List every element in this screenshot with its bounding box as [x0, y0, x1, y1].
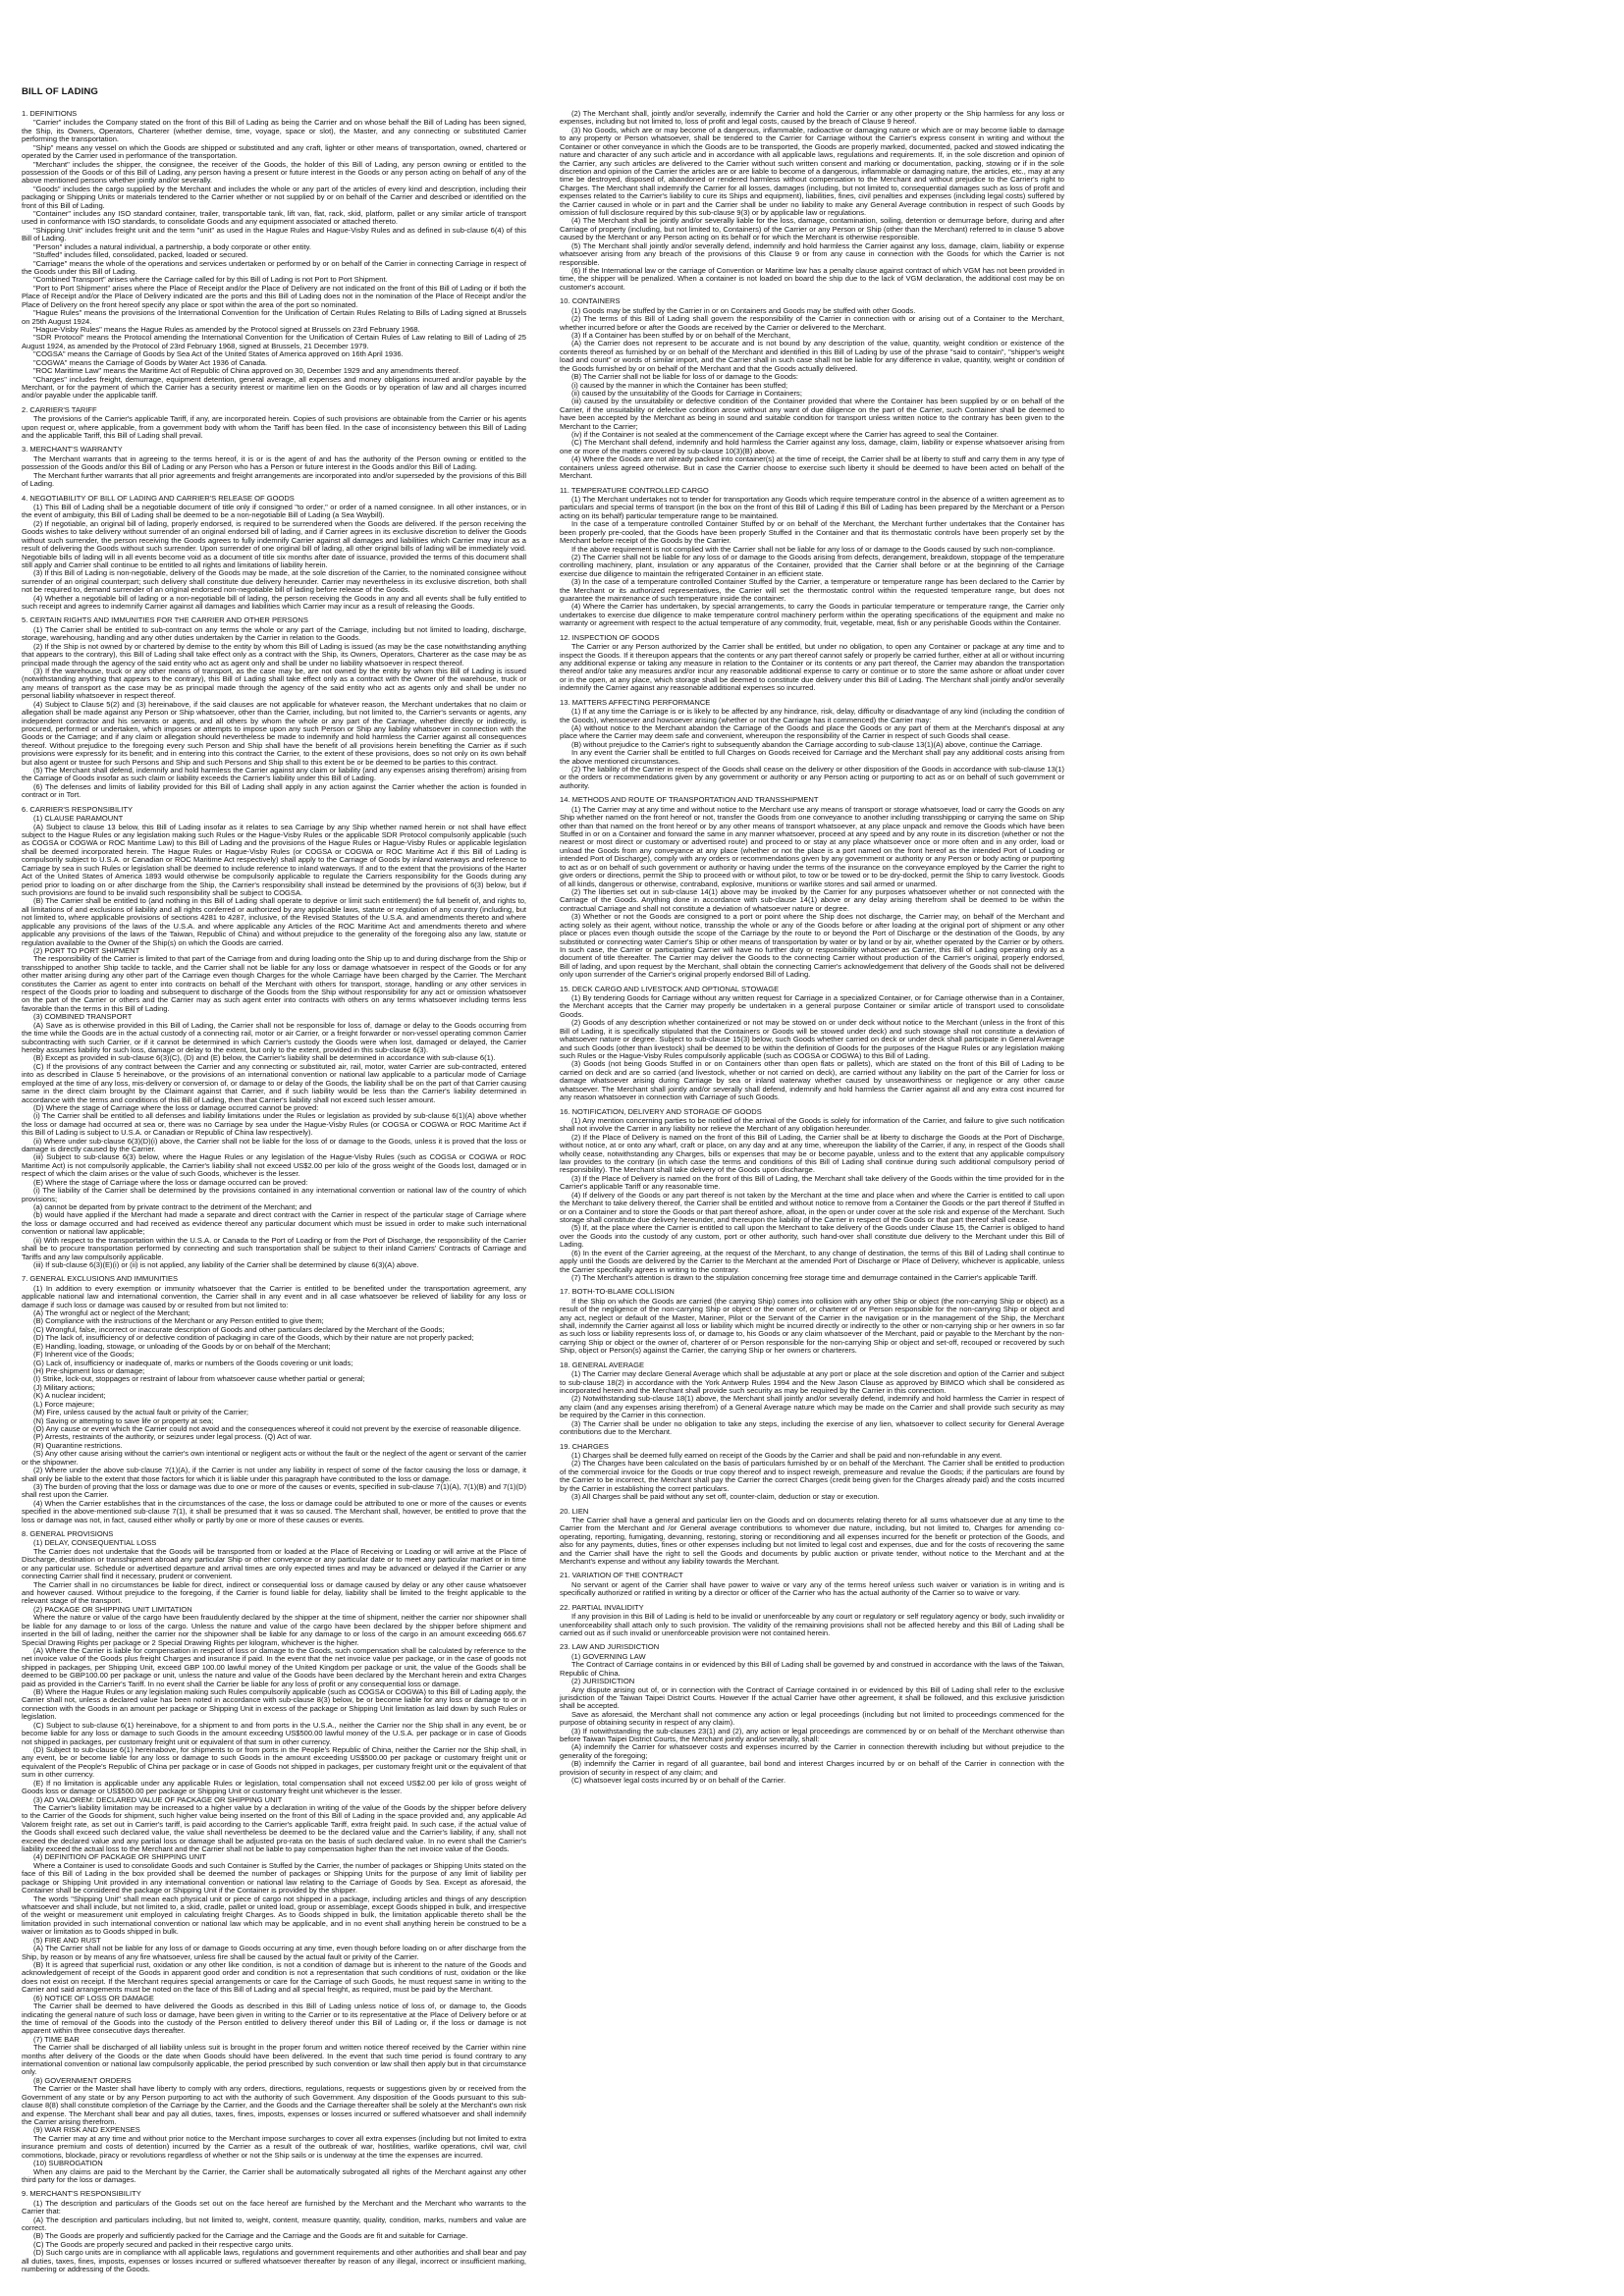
section-paragraph: If the above requirement is not complied with the Carrier shall not be liable for any loss of or damage to the Goods caused by such non-compliance.: [571, 544, 1056, 554]
section-paragraph: (1) Charges shall be deemed fully earned on receipt of the Goods by the Carrier and shall be paid and non-refundable in any event.: [571, 1450, 1002, 1460]
terms-section: [22, 110, 526, 400]
section-paragraph: (B) Except as provided in sub-clause 6(3)(C), (D) and (E) below, the Carrier's liability shall be determined in accordance with sub-clause 6(1).: [33, 1053, 496, 1063]
section-paragraph: If the Ship on which the Goods are carried (the carrying Ship) comes into collision with any other Ship or object (the non-carrying Ship or object) as a result of the negligence of the non-carrying Ship or object or the owner of, or charterer of or Person responsible for the non-carrying Ship or object and any act, neglect or default of the Master, Mariner, Pilot or the Servant of the Carrier in the navigation or in the management of the Ship, the Merchant shall, indemnify the Carrier against all loss or liability which might be incurred directly or indirectly to the other or non-carrying ship or her owners in so far as such loss or liability represents loss of, or damage to, his Goods or any claim whatsoever of the Merchant, paid or payable to the Merchant by the non-carrying Ship or object or the owner of, charterer of or Person responsible for the non-carrying Ship or object and set-off, recouped or recovered by such Ship, object or Person(s) against the Carrier, the carrying Ship or her owners or charterers.: [560, 1296, 1064, 1356]
section-paragraph: (4) DEFINITION OF PACKAGE OR SHIPPING UNIT: [33, 1852, 206, 1862]
terms-columns: [22, 110, 1602, 2274]
section-paragraph: (i) caused by the manner in which the Container has been stuffed;: [571, 380, 788, 390]
section-paragraph: "SDR Protocol" means the Protocol amending the International Convention for the Unification of Certain Rules of Law relating to Bill of Lading of 25 August 1924, as amended by the Protocol of 23rd February 1968, signed at Brussels, 21 December 1979.: [22, 333, 526, 350]
section-paragraph: (D) Such cargo units are in compliance with all applicable laws, regulations and government requirements and other authorities and shall bear and pay all duties, taxes, fines, imposts, expenses or losses incurred or suffered whatsoever thereafter by reason of any illegal, incorrect or insufficient marking, numbering or addressing of the Goods.: [22, 2248, 526, 2274]
section-paragraph: (2) The terms of this Bill of Lading shall govern the responsibility of the Carrier in connection with or arising out of a Container to the Merchant, whether incurred before or after the Goods are received by the Carrier or delivered to the Merchant.: [560, 314, 1064, 332]
section-paragraph: When any claims are paid to the Merchant by the Carrier, the Carrier shall be automatically subrogated all rights of the Merchant against any other third party for the loss or damages.: [22, 2166, 526, 2184]
section-paragraph: (2) PACKAGE OR SHIPPING UNIT LIMITATION: [33, 1604, 192, 1614]
section-paragraph: (3) If the Place of Delivery is named on the front of this Bill of Lading, the Merchant shall take delivery of the Goods within the time provided for in the Carrier's applicable Tariff or any reasonable time.: [560, 1173, 1064, 1192]
section-paragraph: "Combined Transport" arises where the Carriage called for by this Bill of Lading is not Port to Port Shipment.: [33, 275, 388, 285]
section-paragraph: (J) Military actions;: [33, 1382, 95, 1392]
section-paragraph: (6) The defenses and limits of liability provided for this Bill of Lading shall apply in any action against the Carrier whether the action is founded in contract or in Tort.: [22, 781, 526, 800]
section-paragraph: "Carriage" means the whole of the operations and services undertaken or performed by or on behalf of the Carrier in connecting Carriage in respect of the Goods under this Bill of Lading.: [22, 258, 526, 277]
terms-section: [22, 1275, 526, 1524]
section-paragraph: (3) COMBINED TRANSPORT: [33, 1012, 133, 1022]
terms-section: [560, 1288, 1064, 1355]
section-paragraph: (iii) Subject to sub-clause 6(3) below, where the Hague Rules or any legislation of the Hague-Visby Rules (such as COGSA or COGWA or ROC Maritime Act) is not compulsorily applicable, the Carrier's liability shall not exceed US$2.00 per kilo of the gross weight of the Goods lost, damaged or in respect of which the claim arises or the value of such Goods, whichever is the lesser.: [22, 1152, 526, 1179]
section-paragraph: "COGWA" means the Carriage of Goods by Water Act 1936 of Canada.: [33, 357, 268, 367]
section-paragraph: (i) The Carrier shall be entitled to all defenses and liability limitations under the Rules or legislation as provided by sub-clause 6(1)(A) above whether the loss or damage had occurred at sea or, there was no Carriage by sea under the Hague-Visby Rules (or COGSA or COGWA or ROC Maritime Act if this Bill of Lading is subject to U.S.A. or Canadian or Republic of China law respectively).: [22, 1111, 526, 1138]
section-paragraph: (6) If the International law or the carriage of Convention or Maritime law has a penalty clause against contract of which VGM has not been provided in time, the shipper will be penalized. When a container is not loaded on board the ship due to the lack of VGM declaration, the additional cost may be on customer's account.: [560, 266, 1064, 292]
section-paragraph: (A) Save as is otherwise provided in this Bill of Lading, the Carrier shall not be responsible for loss of, damage or delay to the Goods occurring from the time while the Goods are in the actual custody of a connecting rail, motor or air Carrier, or a freight forwarder or non-vessel operating common Carrier subcontracting with such Carrier, or if it cannot be determined in which Carrier's custody the Goods were when lost, damaged or delayed, the Carrier hereby assumes liability for such loss, damage or delay to the extent, but only to the extent, provided in this sub-clause 6(3).: [22, 1020, 526, 1054]
section-paragraph: (1) Goods may be stuffed by the Carrier in or on Containers and Goods may be stuffed with other Goods.: [571, 305, 916, 315]
bill-of-lading-page: [22, 86, 1602, 2275]
section-heading: 1. DEFINITIONS: [22, 109, 78, 118]
section-paragraph: "ROC Maritime Law" means the Maritime Act of Republic of China approved on 30, December 1929 and any amendments thereof.: [33, 366, 460, 376]
terms-section: [22, 495, 526, 612]
section-paragraph: (C) Wrongful, false, incorrect or inaccurate description of Goods and other particulars declared by the Merchant of the Goods;: [33, 1324, 445, 1334]
section-paragraph: (2) If the Place of Delivery is named on the front of this Bill of Lading, the Carrier shall be at liberty to discharge the Goods at the Port of Discharge, without notice, at or onto any wharf, craft or place, on any day and at any time, whereupon the liability of the Carrier, if any, in respect of the Goods shall wholly cease, notwithstanding any Charges, bills or expenses that may be or become payable, unless and to the extent that any applicable compulsory law provides to the contrary (in which case the terms and conditions of this Bill of Lading shall continue during such additional compulsory period of responsibility). The Merchant shall take delivery of the Goods upon discharge.: [560, 1132, 1064, 1175]
section-paragraph: (L) Force majeure;: [33, 1399, 95, 1409]
section-paragraph: The provisions of the Carrier's applicable Tariff, if any, are incorporated herein. Copies of such provisions are obtainable from the Carrier or his agents upon request or, where applicable, from a government body with whom the Tariff has been filed. In the case of inconsistency between this Bill of Lading and the applicable Tariff, this Bill of Lading shall prevail.: [22, 414, 526, 441]
section-paragraph: The Merchant warrants that in agreeing to the terms hereof, it is or is the agent of and has the authority of the Person owning or entitled to the possession of the Goods and/or this Bill of Lading or any Person who has a Person or future interest in the Goods and/or this Bill of Lading.: [22, 454, 526, 472]
section-paragraph: (ii) Where under sub-clause 6(3)(D)(i) above, the Carrier shall not be liable for the loss of or damage to the Goods, unless it is proved that the loss or damage is directly caused by the Carrier.: [22, 1136, 526, 1154]
section-paragraph: (B) Where the Hague Rules or any legislation making such Rules compulsorily applicable (such as COGSA or COGWA) to this Bill of Lading apply, the Carrier shall not, unless a declared value has been noted in accordance with sub-clause 8(3) below, be or become liable for any loss or damage to or in connection with the Goods in an amount per package or Shipping Unit in excess of the package or Shipping Unit limitation as laid down by such Rules or legislation.: [22, 1687, 526, 1722]
section-paragraph: "COGSA" means the Carriage of Goods by Sea Act of the United States of America approved on 16th April 1936.: [33, 349, 404, 359]
section-paragraph: (A) indemnify the Carrier for whatsoever costs and expenses incurred by the Carrier in connection therewith including but without prejudice to the generality of the foregoing;: [560, 1742, 1064, 1760]
section-paragraph: In the case of a temperature controlled Container Stuffed by or on behalf of the Merchant, the Merchant further undertakes that the Container has been properly pre-cooled, that the Goods have been properly Stuffed in the Container and that its thermostatic controls have been properly set by the Merchant before receipt of the Goods by the Carrier.: [560, 519, 1064, 546]
terms-section: [560, 487, 1064, 628]
section-paragraph: (2) The Carrier shall not be liable for any loss of or damage to the Goods arising from defects, derangement, breakdown, stoppage of the temperature controlling machinery, plant, insulation or any apparatus of the Container, provided that the Carrier shall before or at the beginning of the Carriage exercise due diligence to maintain the refrigerated Container in an efficient state.: [560, 552, 1064, 578]
section-paragraph: (2) JURISDICTION: [571, 1677, 635, 1686]
section-paragraph: (5) The Merchant shall defend, indemnify and hold harmless the Carrier against any claim or liability (and any expenses arising therefrom) arising from the Carriage of Goods insofar as such claim or liability exceeds the Carrier's liability under this Bill of Lading.: [22, 766, 526, 783]
section-paragraph: (3) If the warehouse, truck or any other means of transport, as the case may be, are not owned by the entity by whom this Bill of Lading is issued (notwithstanding anything that appears to the contrary), this Bill of Lading shall take effect only as a contract with the Owner of the warehouse, truck or any means of transport as the case may be as principal made through the agency of the said entity who act as agents only and shall be under no personal liability whatsoever in respect thereof.: [22, 667, 526, 701]
section-paragraph: (D) Subject to sub-clause 6(1) hereinabove, for shipments to or from ports in the People's Republic of China, neither the Carrier nor the Ship shall, in any event, be or become liable for any loss or damage to such Goods in the amount exceeding US$500.00 per package or customary freight unit or equivalent of the People's Republic of China per package or in case of Goods not shipped in packages, per customary freight unit or the equivalent of that sum in other currency.: [22, 1745, 526, 1780]
section-paragraph: The Carrier shall in no circumstances be liable for direct, indirect or consequential loss or damage caused by delay or any other cause whatsoever and however caused. Without prejudice to the foregoing, if the Carrier is found liable for delay, liability shall be limited to the freight applicable to the relevant stage of the transport.: [22, 1579, 526, 1606]
section-paragraph: "Stuffed" includes filled, consolidated, packed, loaded or secured.: [33, 250, 248, 260]
section-paragraph: The Carrier or any Person authorized by the Carrier shall be entitled, but under no obligation, to open any Container or package at any time and to inspect the Goods. If it thereupon appears that the contents or any part thereof cannot safely or properly be carried further, either at all or without incurring any additional expense or taking any measure in relation to the Container or its contents or any part thereof, the Carrier may abandon the transportation thereof and/or take any measures and/or incur any reasonable additional expense to carry or continue or to store the same ashore or afloat under cover or in the open, at any place, which storage shall be deemed to constitute due delivery under this Bill of Lading. The Merchant shall jointly and/or severally indemnify the Carrier against any reasonable additional expenses so incurred.: [560, 642, 1064, 693]
section-heading: 18. GENERAL AVERAGE: [560, 1360, 644, 1369]
section-paragraph: (3) All Charges shall be paid without any set off, counter-claim, deduction or stay or execution.: [571, 1492, 880, 1502]
section-paragraph: (1) Any mention concerning parties to be notified of the arrival of the Goods is solely for information of the Carrier, and failure to give such notification shall not involve the Carrier in any liability nor relieve the Merchant of any obligation hereunder.: [560, 1115, 1064, 1134]
section-paragraph: (E) Handling, loading, stowage, or unloading of the Goods by or on behalf of the Merchant;: [33, 1341, 331, 1351]
section-paragraph: The Carrier does not undertake that the Goods will be transported from or loaded at the Place of Receiving or Loading or will arrive at the Place of Discharge, destination or transshipment abroad any particular Ship or other conveyance or any particular date or to meet any particular market or in time or any particular use. Schedule or advertised departure and arrival times are only expected times and may be advanced or delayed if the Carrier or any connecting Carrier shall find it necessary, prudent or convenient.: [22, 1546, 526, 1581]
section-paragraph: (7) The Merchant's attention is drawn to the stipulation concerning free storage time and demurrage contained in the Carrier's applicable Tariff.: [571, 1272, 1038, 1282]
section-paragraph: "Ship" means any vessel on which the Goods are shipped or substituted and any craft, lighter or other means of transportation, owned, chartered or operated by the Carrier used in performance of the transportation.: [22, 142, 526, 161]
section-paragraph: "Carrier" includes the Company stated on the front of this Bill of Lading as being the Carrier and on whose behalf the Bill of Lading has been signed, the Ship, its Owners, Operators, Charterer (whether demise, time, voyage, space or slot), the Master, and any connecting or substituted Carrier performing the transportation.: [22, 118, 526, 144]
section-paragraph: (S) Any other cause arising without the carrier's own intentional or negligent acts or without the fault or the neglect of the agent or servant of the carrier or the shipowner.: [22, 1449, 526, 1467]
section-paragraph: (4) If delivery of the Goods or any part thereof is not taken by the Merchant at the time and place when and where the Carrier is entitled to call upon the Merchant to take delivery thereof, the Carrier shall be entitled and without notice to remove from a Container the Goods or the part thereof if Stuffed in or on a Container and to store the Goods or that part thereof ashore, afloat, in the open or under cover at the sole risk and expense of the Merchant. Such storage shall constitute due delivery hereunder, and thereupon the liability of the Carrier in respect of the Goods or that part thereof shall cease.: [560, 1190, 1064, 1224]
section-paragraph: "Shipping Unit" includes freight unit and the term "unit" as used in the Hague Rules and Hague-Visby Rules and as defined in sub-clause 6(4) of this Bill of Lading.: [22, 225, 526, 243]
section-paragraph: (N) Saving or attempting to save life or property at sea;: [33, 1415, 214, 1425]
section-paragraph: (E) Where the stage of Carriage where the loss or damage occurred can be proved:: [33, 1177, 308, 1187]
section-paragraph: (3) In the case of a temperature controlled Container Stuffed by the Carrier, a temperature or temperature range has been declared to the Carrier by the Merchant or its authorized representatives, the Carrier will set the thermostatic control within the requested temperature range, but does not guarantee the maintenance of such temperature inside the container.: [560, 577, 1064, 604]
section-paragraph: (a) cannot be departed from by private contract to the detriment of the Merchant; and: [33, 1202, 312, 1211]
section-paragraph: "Person" includes a natural individual, a partnership, a body corporate or other entity.: [33, 241, 311, 251]
section-paragraph: "Hague Rules" means the provisions of the International Convention for the Unification of Certain Rules Relating to Bills of Lading signed at Brussels on 25th August 1924.: [22, 308, 526, 326]
section-heading: 21. VARIATION OF THE CONTRACT: [560, 1571, 683, 1580]
section-paragraph: (B) It is agreed that superficial rust, oxidation or any other like condition, is not a condition of damage but is inherent to the nature of the Goods and acknowledgement of receipt of the Goods in apparent good order and condition is not a representation that such conditions of rust, oxidation or the like does not exist on receipt. If the Merchant requires special arrangements or care for the Carriage of such Goods, he must request same in writing to the Carrier and said arrangements must be noted on the face of this Bill of Lading and all special freight, as required, must be paid by the Merchant.: [22, 1959, 526, 1995]
section-paragraph: (B) The Carrier shall be entitled to (and nothing in this Bill of Lading shall operate to deprive or limit such entitlement) the full benefit of, and rights to, all limitations of and exclusions of liability and all rights conferred or authorized by any applicable laws, statute or regulation of any country (including, but not limited to, where applicable provisions of sections 4281 to 4287, inclusive, of the Revised Statutes of the U.S.A. and amendments thereto and where applicable any provisions of the laws of the U.S.A. and where applicable any Articles of the ROC Maritime Act and amendments thereto and where applicable any provisions of the laws of the Taiwan, Republic of China) and without prejudice to the generality of the foregoing also any law, statute or regulation available to the Owner of the Ship(s) on which the Goods are carried.: [22, 896, 526, 947]
section-heading: 6. CARRIER'S RESPONSIBILITY: [22, 804, 133, 814]
section-paragraph: (A) The Carrier shall not be liable for any loss of or damage to Goods occurring at any time, even though before loading on or after discharge from the Ship, by reason or by means of any fire whatsoever, unless fire shall be caused by the actual fault or privity of the Carrier.: [22, 1944, 526, 1961]
section-paragraph: (B) Compliance with the instructions of the Merchant or any Person entitled to give them;: [33, 1316, 324, 1326]
section-paragraph: (5) The Merchant shall jointly and/or severally defend, indemnify and hold harmless the Carrier against any loss, damage, claim, liability or expense whatsoever arising from any breach of the provisions of this Clause 9 or from any cause in connection with the Goods for which the Carrier is not responsible.: [560, 240, 1064, 267]
section-paragraph: (C) Subject to sub-clause 6(1) hereinabove, for a shipment to and from ports in the U.S.A., neither the Carrier nor the Ship shall in any event, be or become liable for any loss or damage to such Goods in the amount exceeding US$500.00 lawful money of the U.S.A. per package or in case of Goods not shipped in packages, per customary freight unit or equivalent of that sum in other currency.: [22, 1720, 526, 1746]
section-paragraph: (M) Fire, unless caused by the actual fault or privity of the Carrier;: [33, 1408, 248, 1417]
terms-section: [560, 634, 1064, 693]
section-paragraph: (P) Arrests, restraints of the authority, or seizures under legal process. (Q) Act of war.: [33, 1432, 312, 1442]
section-paragraph: (D) Where the stage of Carriage where the loss or damage occurred cannot be proved:: [33, 1102, 319, 1112]
terms-section: [560, 699, 1064, 791]
section-heading: 12. INSPECTION OF GOODS: [560, 632, 660, 642]
section-paragraph: Save as aforesaid, the Merchant shall not commence any action or legal proceedings (including but not limited to proceedings commenced for the purpose of obtaining security in respect of any claim).: [560, 1709, 1064, 1728]
section-paragraph: (3) The Carrier shall be under no obligation to take any steps, including the exercise of any lien, whatsoever to collect security for General Average contributions due to the Merchant.: [560, 1418, 1064, 1437]
section-paragraph: (1) DELAY, CONSEQUENTIAL LOSS: [33, 1538, 157, 1548]
section-heading: 7. GENERAL EXCLUSIONS AND IMMUNITIES: [22, 1274, 179, 1284]
section-paragraph: (1) If at any time the Carriage is or is likely to be affected by any hindrance, risk, delay, difficulty or disadvantage of any kind (including the condition of the Goods), whensoever and howsoever arising (whether or not the Carriage has it commenced) the Carrier may:: [560, 707, 1064, 724]
section-paragraph: (2) If negotiable, an original bill of lading, properly endorsed, is required to be surrendered when the Goods are delivered. If the person receiving the Goods wishes to take delivery without surrender of an original endorsed bill of lading, and if Carrier agrees in its exclusive discretion to deliver the Goods without such surrender, the person receiving the Goods agrees to fully indemnify Carrier against all damages and liabilities which Carrier may incur as a result of delivering the Goods without such surrender. Upon surrender of one original bill of lading, all other original bills of lading will be immediately void. Negotiable bills of lading will in all events become void as a document of title six months after date of issuance, provided the terms of this document shall still apply and Carrier shall continue to be entitled to all rights and limitations of liability herein.: [22, 518, 526, 569]
section-paragraph: (D) The lack of, insufficiency of or defective condition of packaging in care of the Goods, which by their nature are not properly packed;: [33, 1333, 474, 1343]
section-paragraph: (5) FIRE AND RUST: [33, 1935, 101, 1945]
section-paragraph: (4) Where the Goods are not already packed into container(s) at the time of receipt, the Carrier shall be at liberty to stuff and carry them in any type of containers unless agreed otherwise. But in case the Carrier choose to exercise such liberty it should be deemed to have been acted on behalf of the Merchant.: [560, 454, 1064, 481]
section-paragraph: (2) Notwithstanding sub-clause 18(1) above, the Merchant shall jointly and/or severally defend, indemnify and hold harmless the Carrier in respect of any claim (and any expenses arising therefrom) of a General Average nature which may be made on the Carrier and shall provide such security as may be required by the Carrier in this connection.: [560, 1394, 1064, 1420]
section-paragraph: (B) The Carrier shall not be liable for loss of or damage to the Goods:: [571, 372, 798, 382]
section-paragraph: The Carrier shall have a general and particular lien on the Goods and on documents relating thereto for all sums whatsoever due at any time to the Carrier from the Merchant and /or General average contributions to whomever due nature, including, but not limited to, Charges for amending co-operating, reporting, fumigating, devanning, restoring, storing or reconditioning and all expenses incurred for the benefit or protection of the Goods, and also for any payments, duties, fines or other expenses including but not limited to legal cost and expenses, due and for the costs of recovering the same and the Carrier shall have the right to sell the Goods and documents by public auction or private tender, without notice to the Merchant and at the Merchant's expense and without any liability towards the Merchant.: [560, 1515, 1064, 1567]
section-paragraph: The Carrier's liability limitation may be increased to a higher value by a declaration in writing of the value of the Goods by the shipper before delivery to the Carrier of the Goods for shipment, such higher value being inserted on the front of this Bill of Lading in the space provided and, any applicable Ad Valorem freight rate, as set out in Carrier's tariff, is paid according to the Carrier's applicable Tariff, extra freight paid. In such case, if the actual value of the Goods shall exceed such declared value, the value shall nevertheless be deemed to be the declared value and the Carrier's liability, if any, shall not exceed the declared value and any partial loss or damage shall be adjusted pro-rata on the basis of such declared value. In no event shall the Carrier's liability exceed the actual loss to the Merchant and the Carrier shall not be liable to pay compensation higher than the net invoice value of the Goods.: [22, 1802, 526, 1854]
section-heading: 4. NEGOTIABILITY OF BILL OF LADING AND CARRIER'S RELEASE OF GOODS: [22, 493, 295, 503]
section-heading: 17. BOTH-TO-BLAME COLLISION: [560, 1287, 675, 1297]
section-paragraph: (3) Goods (not being Goods Stuffed in or on Containers other than open flats or pallets), which are stated on the front of this Bill of Lading to be carried on deck and are so carried (and livestock, whether or not carried on deck), are carried without any liability on the part of the Carrier for loss or damage whatsoever arising during Carriage by sea or inland waterway whether caused by unseaworthiness or negligence or any other cause whatsoever. The Merchant shall jointly and/or severally shall defend, indemnify and hold harmless the Carrier against all and any extra cost incurred for any reason whatsoever in connection with Carriage of such Goods.: [560, 1059, 1064, 1102]
section-paragraph: "Goods" includes the cargo supplied by the Merchant and includes the whole or any part of the articles of every kind and description, including their packaging or Shipping Units or materials tendered to the Carrier whether or not supplied by or on behalf of the Carrier and described or identified on the front of this Bill of Lading.: [22, 184, 526, 210]
section-paragraph: (3) No Goods, which are or may become of a dangerous, inflammable, radioactive or damaging nature or which are or may become liable to damage to any property or Person whatsoever, shall be tendered to the Carrier for Carriage without the Carrier's express consent in writing and without the Container or other conveyance in which the Goods are to be transported, the Goods are properly marked, documented, packed and stowed indicating the nature and character of any such article and in accordance with all applicable laws, regulations and requirements. If, in the sole discretion and opinion of the Carrier, any such articles are delivered to the Carrier without such written consent and marking or documentation, packing, stowing or if in the sole discretion and opinion of the Carrier the articles are or are liable to become of a dangerous, inflammable or damaging nature, the articles, etc., may at any time be destroyed, disposed of, abandoned or rendered harmless without compensation to the Merchant and without prejudice to the Carrier's right to Charges. The Merchant shall indemnify the Carrier for all losses, damages (including, but not limited to, consequential damages such as loss of profit and expenses related to the Carrier's liability to cure its Ships and equipment), liabilities, fines, civil penalties and expenses (including legal costs) suffered by the Carrier caused in whole or in part and the Carrier shall be under no liability to make any General Average contribution in respect of such Goods by omission of full disclosure required by this sub-clause 9(3) or by applicable law or regulations.: [560, 125, 1064, 218]
section-paragraph: In any event the Carrier shall be entitled to full Charges on Goods received for Carriage and the Merchant shall pay any additional costs arising from the above mentioned circumstances.: [560, 748, 1064, 766]
section-paragraph: (2) PORT TO PORT SHIPMENT: [33, 945, 140, 955]
section-paragraph: (G) Lack of, insufficiency or inadequate of, marks or numbers of the Goods covering or unit loads;: [33, 1358, 353, 1367]
section-paragraph: (2) Where under the above sub-clause 7(1)(A), if the Carrier is not under any liability in respect of some of the factor causing the loss or damage, it shall only be liable to the extent that those factors for which it is liable under this paragraph have contributed to the loss or damage.: [22, 1466, 526, 1483]
section-paragraph: (C) The Merchant shall defend, indemnify and hold harmless the Carrier against any loss, damage, claim, liability or expense whatsoever arising from one or more of the matters covered by sub-clause 10(3)(B) above.: [560, 438, 1064, 455]
section-paragraph: (1) In addition to every exemption or immunity whatsoever that the Carrier is entitled to be benefited under the transportation agreement, any applicable national law and international convention, the Carrier shall in any event and in all case whatsoever be relieved of liability for any loss or damage if such loss or damage was caused by or resulted from but not limited to:: [22, 1283, 526, 1309]
section-paragraph: (2) If the Ship is not owned by or chartered by demise to the entity by whom this Bill of Lading is issued (as may be the case notwithstanding anything that appears to the contrary), this Bill of Lading shall take effect only as a contract with the Ship, its Owners, Operators, Charterer as the case may be as principal made through the agency of the said entity who act as agent only and shall be under no liability whatsoever in respect thereof.: [22, 641, 526, 667]
section-paragraph: (K) A nuclear incident;: [33, 1391, 106, 1401]
section-heading: 16. NOTIFICATION, DELIVERY AND STORAGE OF GOODS: [560, 1106, 762, 1116]
section-heading: 23. LAW AND JURISDICTION: [560, 1642, 660, 1652]
section-paragraph: (1) CLAUSE PARAMOUNT: [33, 814, 124, 824]
section-paragraph: (ii) With respect to the transportation within the U.S.A. or Canada to the Port of Loading or from the Port of Discharge, the responsibility of the Carrier shall be to procure transportation performed by connecting and such transportation shall be subject to their inland Carriers' Contracts of Carriage and Tariffs and any law compulsorily applicable.: [22, 1235, 526, 1261]
section-paragraph: (7) TIME BAR: [33, 2034, 80, 2044]
terms-section: [560, 1108, 1064, 1283]
section-paragraph: (10) SUBROGATION: [33, 2159, 103, 2168]
section-paragraph: (B) The Goods are properly and sufficiently packed for the Carriage and the Carriage and the Goods are fit and suitable for Carriage.: [33, 2231, 468, 2241]
section-paragraph: Where a Container is used to consolidate Goods and such Container is Stuffed by the Carrier, the number of packages or Shipping Units stated on the face of this Bill of Lading in the box provided shall be deemed the number of packages or Shipping Units for the purpose of any limit of liability per package or Shipping Unit provided in any international convention or national law relating to the Carriage of Goods by Sea. Except as aforesaid, the Container shall be considered the package or Shipping Unit if the Container is provided by the shipper.: [22, 1860, 526, 1896]
section-paragraph: (4) When the Carrier establishes that in the circumstances of the case, the loss or damage could be attributed to one or more of the causes or events specified in the above-mentioned sub-clause 7(1), it shall be presumed that it was so caused. The Merchant shall, however, be entitled to prove that the loss or damage was not, in fact, caused either wholly or partly by one or more of these causes or events.: [22, 1498, 526, 1524]
section-paragraph: (B) indemnify the Carrier in regard of all guarantee, bail bond and interest Charges incurred by or on behalf of the Carrier in connection with the provision of security in respect of any claim; and: [560, 1759, 1064, 1777]
section-paragraph: (2) The liability of the Carrier in respect of the Goods shall cease on the delivery or other disposition of the Goods in accordance with sub-clause 13(1) or the orders or recommendations given by any government or authority or any Person acting or purporting to act as or on behalf of such government or authority.: [560, 765, 1064, 790]
section-paragraph: (i) The liability of the Carrier shall be determined by the provisions contained in any international convention or national law of the country of which provisions;: [22, 1186, 526, 1203]
section-heading: 13. MATTERS AFFECTING PERFORMANCE: [560, 697, 711, 707]
section-paragraph: (1) The Carrier shall be entitled to sub-contract on any terms the whole or any part of the Carriage, including but not limited to loading, discharge, storage, warehousing, handling and any other duties undertaken by the Carrier in relation to the Goods.: [22, 624, 526, 643]
terms-section: [560, 796, 1064, 979]
section-heading: 2. CARRIER'S TARIFF: [22, 404, 97, 414]
section-paragraph: (2) Goods of any description whether containerized or not may be stowed on or under deck without notice to the Merchant (unless in the front of this Bill of Lading, it is specifically stipulated that the Containers or Goods will be stowed under deck) and such stowage shall not constitute a deviation of whatsoever nature or degree. Subject to sub-clause 15(3) below, such Goods whether carried on deck or under deck shall participate in General Average and such Goods (other than livestock) shall be deemed to be within the definition of Goods for the purposes of the Hague Rules or any legislation making such Rules or the Hague-Visby Rules compulsorily applicable (such as COGSA or COGWA) to this Bill of Lading.: [560, 1018, 1064, 1060]
section-paragraph: "Hague-Visby Rules" means the Hague Rules as amended by the Protocol signed at Brussels on 23rd February 1968.: [33, 324, 420, 334]
section-paragraph: (4) Whether a negotiable bill of lading or a non-negotiable bill of lading, the person receiving the Goods in any and all events shall be fully entitled to such receipt and agrees to indemnify Carrier against all damages and liabilities which Carrier may incur as a result of releasing the Goods.: [22, 593, 526, 612]
section-paragraph: (9) WAR RISK AND EXPENSES: [33, 2125, 140, 2135]
section-paragraph: (2) The Charges have been calculated on the basis of particulars furnished by or on behalf of the Merchant. The Carrier shall be entitled to production of the commercial invoice for the Goods or true copy thereof and to inspect reweigh, premeasure and revalue the Goods; if the particulars are found by the Carrier to be incorrect, the Merchant shall pay the Carrier the correct Charges (credit being given for the Charges already paid) and the costs incurred by the Carrier in establishing the correct particulars.: [560, 1459, 1064, 1493]
section-paragraph: (1) The description and particulars of the Goods set out on the face hereof are furnished by the Merchant and the Merchant who warrants to the Carrier that:: [22, 2198, 526, 2216]
section-paragraph: (B) without prejudice to the Carrier's right to subsequently abandon the Carriage according to sub-clause 13(1)(A) above, continue the Carriage.: [571, 739, 1043, 749]
section-heading: 9. MERCHANT'S RESPONSIBILITY: [22, 2189, 141, 2199]
section-paragraph: (1) The Merchant undertakes not to tender for transportation any Goods which require temperature control in the absence of a written agreement as to particulars and special terms of transport (in the box on the front of this Bill of Lading if this Bill of Lading has been prepared by the Merchant or a Person acting on its behalf) particular temperature range to be maintained.: [560, 494, 1064, 520]
section-paragraph: (E) If no limitation is applicable under any applicable Rules or legislation, total compensation shall not exceed US$2.00 per kilo of gross weight of Goods loss or damage or US$500.00 per package or Shipping Unit or customary freight unit whichever is the lesser.: [22, 1778, 526, 1796]
section-paragraph: (3) AD VALOREM: DECLARED VALUE OF PACKAGE OR SHIPPING UNIT: [33, 1794, 283, 1804]
terms-section: [22, 446, 526, 488]
section-paragraph: (3) If notwithstanding the sub-clauses 23(1) and (2), any action or legal proceedings are commenced by or on behalf of the Merchant otherwise than before Taiwan Taipei District Courts, the Merchant jointly and/or severally, shall:: [560, 1726, 1064, 1744]
section-heading: 20. LIEN: [560, 1506, 589, 1516]
section-heading: 3. MERCHANT'S WARRANTY: [22, 445, 123, 454]
section-paragraph: Any dispute arising out of, or in connection with the Contract of Carriage contained in or evidenced by this Bill of Lading shall refer to the exclusive jurisdiction of the Taiwan Taipei District Courts. However If the actual Carrier have other agreement, it shall be followed, and this exclusive jurisdiction shall be accepted.: [560, 1684, 1064, 1711]
section-paragraph: (5) If, at the place where the Carrier is entitled to call upon the Merchant to take delivery of the Goods under Clause 15, the Carrier is obliged to hand over the Goods into the custody of any custom, port or other authority, such hand-over shall constitute due delivery to the Merchant under this Bill of Lading.: [560, 1223, 1064, 1250]
terms-section: [560, 986, 1064, 1102]
document-title: BILL OF LADING: [22, 86, 98, 97]
section-paragraph: (2) The Merchant shall, jointly and/or severally, indemnify the Carrier and hold the Carrier or any other property or the Ship harmless for any loss or expenses, including but not limited to, loss of profit and legal costs, caused by the breach of Clause 9 hereof.: [560, 109, 1064, 127]
section-heading: 22. PARTIAL INVALIDITY: [560, 1602, 644, 1612]
section-paragraph: (3) The burden of proving that the loss or damage was due to one or more of the causes or events, specified in sub-clause 7(1)(A), 7(1)(B) and 7(1)(D) shall rest upon the Carrier.: [22, 1481, 526, 1500]
section-paragraph: The Carrier shall be deemed to have delivered the Goods as described in this Bill of Lading unless notice of loss of, or damage to, the Goods indicating the general nature of such loss or damage, have been given in writing to the Carrier or to its representative at the Place of Delivery before or at the time of removal of the Goods into the custody of the Person entitled to delivery thereof under this Bill of Lading or, if the loss or damage is not apparent within three consecutive days thereafter.: [22, 2002, 526, 2036]
section-paragraph: (I) Strike, lock-out, stoppages or restraint of labour from whatsoever cause whether partial or general;: [33, 1374, 365, 1384]
section-paragraph: (ii) caused by the unsuitability of the Goods for Carriage in Containers;: [571, 388, 802, 398]
section-paragraph: The Carrier may at any time and without prior notice to the Merchant impose surcharges to cover all extra expenses (including but not limited to extra insurance premium and costs of detention) incurred by the Carrier as a result of the outbreak of war, hostilities, warlike operations, civil war, civil commotions, blockade, piracy or revolutions regardless of whether or not the Ship sails or is underway at the time the expenses are incurred.: [22, 2133, 526, 2160]
terms-section: [560, 1643, 1064, 1785]
section-paragraph: "Merchant" includes the shipper, the consignee, the receiver of the Goods, the holder of this Bill of Lading, any person owning or entitled to the possession of the Goods or of this Bill of Lading, any person having a present or future interest in the Goods or any person acting on behalf of any of the above mentioned persons whether jointly and/or severally.: [22, 159, 526, 186]
terms-section: [560, 1443, 1064, 1502]
section-paragraph: (1) By tendering Goods for Carriage without any written request for Carriage in a specialized Container, or for Carriage otherwise than in a Container, the Merchant accepts that the Carrier may properly be undertaken in a general purpose Container or similar article of transport used to consolidate Goods.: [560, 993, 1064, 1019]
section-paragraph: "Container" includes any ISO standard container, trailer, transportable tank, lift van, flat, rack, skid, platform, pallet or any similar article of transport used in conformance with ISO standards, to consolidate Goods and any equipment associated or attached thereto.: [22, 209, 526, 227]
section-paragraph: Where the nature or value of the cargo have been fraudulently declared by the shipper at the time of shipment, neither the carrier nor shipowner shall be liable for any damage to or loss of the cargo. Unless the nature and value of the cargo have been declared by the shipper before shipment and inserted in the bill of lading, neither the carrier nor the shipowner shall be liable for any damage to or loss of the cargo in an amount exceeding 666.67 Special Drawing Rights per package or 2 Special Drawing Rights per kilogram, whichever is the higher.: [22, 1613, 526, 1647]
section-paragraph: No servant or agent of the Carrier shall have power to waive or vary any of the terms hereof unless such waiver or variation is in writing and is specifically authorized or ratified in writing by a director or officer of the Carrier who has the actual authority of the Carrier so to waive or vary.: [560, 1579, 1064, 1598]
section-paragraph: The Carrier or the Master shall have liberty to comply with any orders, directions, regulations, requests or suggestions given by or received from the Government of any state or by any Person purporting to act with the authority of such Government. Any disposition of the Goods pursuant to this sub-clause 8(8) shall constitute completion of the Carriage by the Carrier, and the Goods and the Carriage thereafter shall be solely at the Merchant's own risk and expense. The Merchant shall bear and pay all duties, taxes, fines, imposts, expenses or losses incurred or suffered whatsoever and shall indemnify the Carrier arising therefrom.: [22, 2084, 526, 2126]
section-paragraph: (3) If a Container has been stuffed by or on behalf of the Merchant,: [571, 330, 791, 340]
section-paragraph: (1) This Bill of Lading shall be a negotiable document of title only if consigned "to order," or order of a named consignee. In all other instances, or in the event of ambiguity, this Bill of Lading shall be deemed to be a non-negotiable Bill of Lading (a Sea Waybill).: [22, 502, 526, 520]
section-paragraph: (iii) If sub-clause 6(3)(E)(i) or (ii) is not applied, any liability of the Carrier shall be determined by clause 6(3)(A) above.: [33, 1259, 419, 1269]
section-paragraph: (C) whatsoever legal costs incurred by or on behalf of the Carrier.: [571, 1776, 786, 1786]
section-paragraph: The words "Shipping Unit" shall mean each physical unit or piece of cargo not shipped in a package, including articles and things of any description whatsoever and shall include, but not limited to, a skid, cradle, pallet or united load, group or assemblage, except Goods shipped in bulk, and irrespective of the weight or measurement unit employed in calculating freight Charges. As to Goods shipped in bulk, the limitation applicable thereto shall be the limitation provided in such international convention or national law which may be applicable, and in no event shall anything herein be construed to be a waiver or limitation as to Goods shipped in bulk.: [22, 1894, 526, 1937]
section-heading: 14. METHODS AND ROUTE OF TRANSPORTATION AND TRANSSHIPMENT: [560, 795, 819, 805]
section-paragraph: The Carrier shall be discharged of all liability unless suit is brought in the proper forum and written notice thereof received by the Carrier within nine months after delivery of the Goods or the date when Goods should have been delivered. In the event that such time period is found contrary to any international convention or national law compulsorily applicable, the period prescribed by such convention or law shall then apply but in that circumstance only.: [22, 2043, 526, 2077]
section-paragraph: (3) Whether or not the Goods are consigned to a port or point where the Ship does not discharge, the Carrier may, on behalf of the Merchant and acting solely as their agent, without notice, transship the whole or any of the Goods before or after loading at the original port of shipment or any other place or places even though outside the scope of the Carriage by the route to or beyond the Port of Discharge or the destination of the Goods, by any substituted or connecting water Carrier's Ship or other means of transportation by water or by land or by air, whether operated by the Carrier or by others. In such case, the Carrier or participating Carrier will have no further duty or responsibility whatsoever as Carrier, this Bill of Lading operating only as a document of title thereafter. The Carrier may deliver the Goods to the connecting Carrier without production of the Carrier's original, properly endorsed, Bill of lading, and upon request by the Merchant, shall obtain the connecting Carrier's acknowledgement that delivery of the Goods shall not be delivered only upon surrender of the Carrier's original properly endorsed Bill of Lading.: [560, 912, 1064, 980]
section-paragraph: (C) The Goods are properly secured and packed in their respective cargo units.: [33, 2239, 294, 2249]
section-paragraph: (A) Where the Carrier is liable for compensation in respect of loss or damage to the Goods, such compensation shall be calculated by reference to the net invoice value of the Goods plus freight Charges and insurance if paid. In the event that the net invoice value per package, or in the case of goods not shipped in packages, per Shipping Unit, exceed GBP 100.00 lawful money of the United Kingdom per package or unit, the value of the Goods shall be deemed to be GBP100.00 per package or unit, unless the nature and value of the Goods have been declared by the Merchant herein and extra Charges paid as provided in the Carrier's Tariff. In no event shall the Carrier be liable for any loss of profit or any consequential loss or damage.: [22, 1645, 526, 1688]
section-paragraph: (A) The description and particulars including, but not limited to, weight, content, measure quantity, quality, condition, marks, numbers and value are correct.: [22, 2215, 526, 2233]
section-paragraph: (iii) caused by the unsuitability or defective condition of the Container provided that where the Container has been supplied by or on behalf of the Carrier, if the unsuitability or defective condition arose without any want of due diligence on the part of the Carrier, such Container shall be deemed to have been accepted by the Merchant as being in sound and suitable condition for transport unless written notice to the contrary has been given to the Merchant to the Carrier;: [560, 397, 1064, 431]
section-paragraph: (O) Any cause or event which the Carrier could not avoid and the consequences whereof it could not prevent by the exercise of reasonable diligence.: [33, 1423, 521, 1433]
section-paragraph: (H) Pre-shipment loss or damage;: [33, 1366, 145, 1376]
section-paragraph: If any provision in this Bill of Lading is held to be invalid or unenforceable by any court or regulatory or self regulatory agency or body, such invalidity or unenforceability shall attach only to such provision. The validity of the remaining provisions shall not be affected hereby and this Bill of Lading shall be carried out as if such invalid or unenforceable provision were not contained herein.: [560, 1612, 1065, 1637]
section-paragraph: The Merchant further warrants that all prior agreements and freight arrangements are incorporated into and/or superseded by the provisions of this Bill of Lading.: [22, 470, 526, 489]
section-paragraph: (4) Where the Carrier has undertaken, by special arrangements, to carry the Goods in particular temperature or temperature range, the Carrier only undertakes to exercise due diligence to make temperature control machinery perform within the operating specifications of the equipment and make no warranty or agreement with respect to the actual temperature of any commodity, fruit, vegetable, meat, fish or any perishable Goods within the Container.: [560, 602, 1064, 628]
terms-section: [560, 1572, 1064, 1597]
section-paragraph: The responsibility of the Carrier is limited to that part of the Carriage from and during loading onto the Ship up to and during discharge from the Ship or transshipped to another Ship tackle to tackle, and the Carrier shall not be liable for any loss or damage whatsoever in respect of the Goods or for any other matter arising during any other part of the Carriage even though Charges for the whole Carriage have been charged by the Carrier. The Merchant constitutes the Carrier as agent to enter into contracts on behalf of the Merchant with others for transport, storage, handling or any other services in respect of the Goods prior to loading and subsequent to discharge of the Goods from the Ship without responsibility for any act or omission whatsoever on the part of the Carrier or others and the Carrier may as such agent enter into contracts with others on any terms whatsoever including terms less favorable than the terms in this Bill of Lading.: [22, 954, 526, 1013]
section-heading: 5. CERTAIN RIGHTS AND IMMUNITIES FOR THE CARRIER AND OTHER PERSONS: [22, 615, 308, 625]
terms-section: [22, 1530, 526, 2184]
section-heading: 10. CONTAINERS: [560, 296, 621, 306]
section-paragraph: (6) NOTICE OF LOSS OR DAMAGE: [33, 1993, 154, 2002]
section-paragraph: (A) the Carrier does not represent to be accurate and is not bound by any description of the value, quantity, weight condition or existence of the contents thereof as furnished by or on behalf of the Merchant and identified in this Bill of Lading by use of the phrase "said to contain", "shipper's weight load and count" or words of similar import, and the Carrier shall in such case shall not be liable for any difference in value, quantity, weight or condition of the Goods furnished by or on behalf of the Merchant and that the Goods actually delivered.: [560, 339, 1064, 373]
section-paragraph: (3) If this Bill of Lading is non-negotiable, delivery of the Goods may be made, at the sole discretion of the Carrier, to the nominated consignee without surrender of an original counterpart; such delivery shall constitute due delivery hereunder. Carrier may nevertheless in its exclusive discretion, both shall not be required to, demand surrender of an original endorsed non-negotiable bill of lading before release of the Goods.: [22, 568, 526, 595]
section-heading: 19. CHARGES: [560, 1441, 609, 1451]
terms-section: [560, 1362, 1064, 1437]
section-paragraph: "Port to Port Shipment" arises where the Place of Receipt and/or the Place of Delivery are not indicated on the front of this Bill of Lading or if both the Place of Receipt and/or the Place of Delivery indicated are the ports and this Bill of Lading does not in the nomination of the Place of Receipt and/or the Place of Delivery on the front hereof specify any place or spot within the area of the port so nominated.: [22, 283, 526, 309]
section-paragraph: (1) GOVERNING LAW: [571, 1651, 646, 1661]
section-paragraph: (iv) if the Container is not sealed at the commencement of the Carriage except where the Carrier has agreed to seal the Container.: [571, 430, 1000, 440]
section-paragraph: (2) The liberties set out in sub-clause 14(1) above may be invoked by the Carrier for any purposes whatsoever whether or not connected with the Carriage of the Goods. Anything done in accordance with sub-clause 14(1) above or any delay arising therefrom shall be deemed to be within the contractual Carriage and shall not constitute a deviation of whatsoever nature or degree.: [560, 886, 1064, 913]
section-paragraph: (C) If the provisions of any contract between the Carrier and any connecting or substituted air, rail, motor, water Carrier are sub-contracted, entered into as described in Clause 5 hereinabove, or the provisions of an international convention or national law applicable to a particular mode of Carriage employed at the time of any loss, mis-delivery or conversion of, or damage to or delay of the Goods, the liability shall be on the part of that Carrier causing same in the direct claim brought by the Claimant against that Carrier, and if such liability would be less than the Carrier's liability determined in accordance with the terms and conditions of this Bill of Lading, then that Carrier's liability shall not exceed such lesser amount.: [22, 1061, 526, 1104]
terms-section: [560, 297, 1064, 480]
terms-section: [22, 616, 526, 799]
section-paragraph: "Charges" includes freight, demurrage, equipment detention, general average, all expenses and money obligations incurred and/or payable by the Merchant, or for the payment of which the Carrier has a security interest or maritime lien on the Goods or by operation of law and all charges incurred and/or payable under the applicable tariff.: [22, 374, 526, 400]
section-paragraph: (F) Inherent vice of the Goods;: [33, 1350, 135, 1360]
section-paragraph: (A) The wrongful act or neglect of the Merchant;: [33, 1308, 190, 1318]
section-paragraph: (b) would have applied if the Merchant had made a separate and direct contract with the Carrier in respect of the particular stage of Carriage where the loss or damage occurred and had received as evidence thereof any particular document which must be issued in order to make such international convention or national law applicable;: [22, 1210, 526, 1237]
section-paragraph: (1) The Carrier may at any time and without notice to the Merchant use any means of transport or storage whatsoever, load or carry the Goods on any Ship whether named on the front hereof or not, transfer the Goods from one conveyance to another including transshipping or carrying the same on Ship other than that named on the front hereof or by any other means of transport whatsoever, at any place unpack and remove the Goods which have been Stuffed in or on a Container and forward the same in any manner whatsoever, proceed at any speed and by any route in its discretion (whether or not the nearest or most direct or customary or advertised route) and proceed to or stay at any place whatsoever once or more often and in any order, load or unload the Goods from any conveyance at any place (whether or not the place is a port named on the front hereof as the intended Port of Loading or intended Port of Discharge), comply with any orders or recommendations given by any government or authority or any Person or body acting or purporting to act as or on behalf of such government or authority or having under the terms of the insurance on the conveyance employed by the Carrier the right to give orders or directions, permit the Ship to proceed with or without pilot, to tow or be towed or to be dry-docked, permit the Ship to carry livestock. Goods of all kinds, dangerous or otherwise, contraband, explosive, munitions or warlike stores and sail armed or unarmed.: [560, 804, 1064, 888]
section-paragraph: (4) Subject to Clause 5(2) and (3) hereinabove, if the said clauses are not applicable for whatever reason, the Merchant undertakes that no claim or allegation shall be made against any Person or Ship whatsoever, other than the Carrier, including, but not limited to, the Carrier's servants or agents, any independent contractor and his servants or agents, and all others by whom the whole or any part of the Carriage, whether directly or indirectly, is procured, performed or undertaken, which imposes or attempts to impose upon any such Person or Ship any liability whatsoever in connection with the Goods or the Carriage; and if any claim or allegation should nevertheless be made to indemnify and hold harmless the Carrier against all consequences thereof. Without prejudice to the foregoing every such Person and Ship shall have the benefit of all provisions herein benefiting the Carrier as if such provisions were expressly for its benefit; and in entering into this contract the Carrier, to the extent of these provisions, does so not only on its own behalf but also agent or trustee for such Persons and Ship and such Persons and Ship shall to this extent be or be deemed to be parties to this contract.: [22, 699, 526, 767]
section-paragraph: (R) Quarantine restrictions.: [33, 1440, 123, 1450]
terms-section: [560, 1604, 1064, 1638]
section-paragraph: (6) In the event of the Carrier agreeing, at the request of the Merchant, to any change of destination, the terms of this Bill of Lading shall continue to apply until the Goods are delivered by the Carrier to the Merchant at the amended Port of Discharge or Place of Delivery, whichever is applicable, unless the Carrier specifically agrees in writing to the contrary.: [560, 1248, 1064, 1274]
terms-section: [22, 406, 526, 441]
section-heading: 11. TEMPERATURE CONTROLLED CARGO: [560, 485, 709, 495]
section-heading: 8. GENERAL PROVISIONS: [22, 1529, 114, 1539]
section-paragraph: (8) GOVERNMENT ORDERS: [33, 2075, 132, 2085]
section-paragraph: The Contract of Carriage contains in or evidenced by this Bill of Lading shall be governed by and construed in accordance with the laws of the Taiwan, Republic of China.: [560, 1660, 1064, 1678]
section-paragraph: (4) The Merchant shall be jointly and/or severally liable for the loss, damage, contamination, soiling, detention or demurrage before, during and after Carriage of property (including, but not limited to, Containers) of the Carrier or any Person or Ship (other than the Merchant) referred to in clause 5 above caused by the Merchant or any Person acting on its behalf or for which the Merchant is otherwise responsible.: [560, 216, 1064, 242]
terms-section: [22, 806, 526, 1270]
section-paragraph: (A) without notice to the Merchant abandon the Carriage of the Goods and place the Goods or any part of them at the Merchant's disposal at any place where the Carrier may deem safe and convenient, whereupon the responsibility of the Carrier in respect of such Goods shall cease.: [560, 722, 1064, 741]
terms-section: [560, 1508, 1064, 1567]
section-heading: 15. DECK CARGO AND LIVESTOCK AND OPTIONAL STOWAGE: [560, 984, 780, 993]
section-paragraph: (1) The Carrier may declare General Average which shall be adjustable at any port or place at the sole discretion and option of the Carrier and subject to sub-clause 18(2) in accordance with the York Antwerp Rules 1994 and the New Jason Clause as approved by BIMCO which shall be considered as incorporated herein and the Merchant shall provide such security as may be required by the Carrier in this connection.: [560, 1369, 1064, 1396]
section-paragraph: (A) Subject to clause 13 below, this Bill of Lading insofar as it relates to sea Carriage by any Ship whether named herein or not shall have effect subject to the Hague Rules or any legislation making such Rules or the Hague-Visby Rules or the applicable SDR Protocol compulsorily applicable (such as COGSA or COGWA or ROC Maritime Law) to this Bill of Lading and the provisions of the Hague Rules or Hague-Visby Rules or applicable legislation shall be deemed incorporated herein. The Hague Rules or Hague-Visby Rules (or COGSA or COGWA or ROC Maritime Act if this Bill of Lading is compulsorily subject to U.S.A. or Canadian or ROC Maritime Act respectively) shall apply to the Carriage of Goods by inland waterways and reference to Carriage by sea in such Rules or legislation shall be deemed to include reference to inland waterways. If and to the extent that the provisions of the Harter Act of the United States of America 1893 would otherwise be compulsorily applicable to regulate the Carriers responsibility for the Goods during any period prior to loading on or after discharge from the Ship, the Carrier's responsibility shall instead be determined by the provisions of 6(3) below, but if such provisions are found to be invalid such responsibility shall be subject to COGSA.: [22, 822, 526, 897]
